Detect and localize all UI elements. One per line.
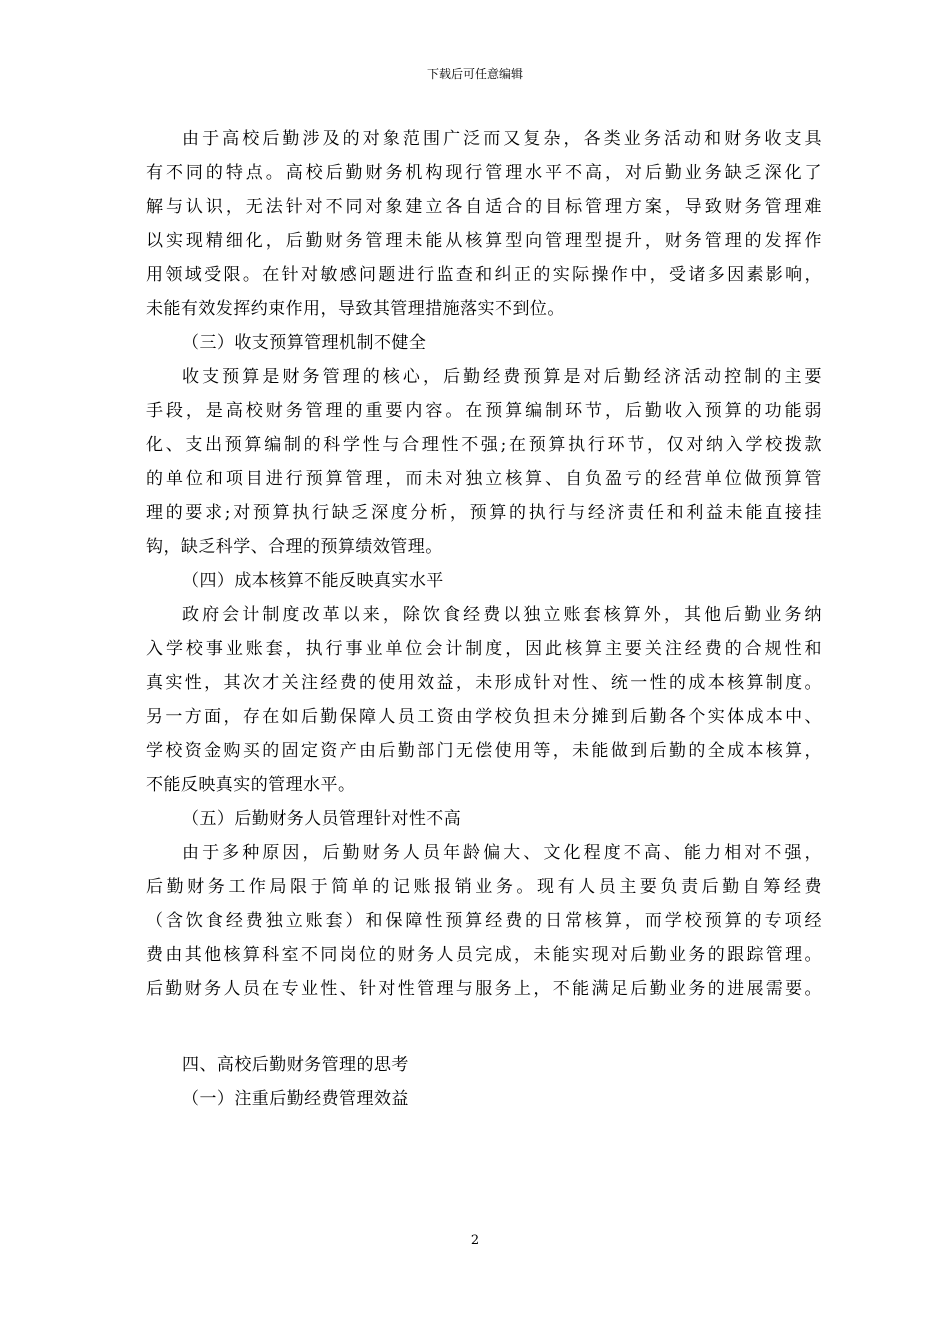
- paragraph-4-line: 由于多种原因，后勤财务人员年龄偏大、文化程度不高、能力相对不强，: [182, 843, 822, 863]
- paragraph-1-line: 有不同的特点。高校后勤财务机构现行管理水平不高，对后勤业务缺乏深化了: [146, 163, 822, 183]
- paragraph-4-line: 后勤财务人员在专业性、针对性管理与服务上，不能满足后勤业务的进展需要。: [146, 979, 822, 999]
- section-heading-5: （五）后勤财务人员管理针对性不高: [182, 809, 462, 829]
- paragraph-1-line: 以实现精细化，后勤财务管理未能从核算型向管理型提升，财务管理的发挥作: [146, 231, 822, 251]
- paragraph-1-line: 用领域受限。在针对敏感问题进行监查和纠正的实际操作中，受诸多因素影响，: [146, 265, 822, 285]
- section-heading-4: （四）成本核算不能反映真实水平: [182, 571, 444, 591]
- page-number: 2: [470, 1233, 480, 1248]
- paragraph-4-line: （含饮食经费独立账套）和保障性预算经费的日常核算，而学校预算的专项经: [146, 911, 822, 931]
- paragraph-1-line: 解与认识，无法针对不同对象建立各自适合的目标管理方案，导致财务管理难: [146, 197, 822, 217]
- paragraph-4-line: 费由其他核算科室不同岗位的财务人员完成，未能实现对后勤业务的跟踪管理。: [146, 945, 822, 965]
- paragraph-2-line: 的单位和项目进行预算管理，而未对独立核算、自负盈亏的经营单位做预算管: [146, 469, 822, 489]
- paragraph-4-line: 后勤财务工作局限于简单的记账报销业务。现有人员主要负责后勤自筹经费: [146, 877, 822, 897]
- paragraph-3-line: 另一方面，存在如后勤保障人员工资由学校负担未分摊到后勤各个实体成本中、: [146, 707, 822, 727]
- chapter-title: 四、高校后勤财务管理的思考: [182, 1055, 409, 1075]
- paragraph-3-line: 政府会计制度改革以来，除饮食经费以独立账套核算外，其他后勤业务纳: [182, 605, 822, 625]
- paragraph-3-line: 学校资金购买的固定资产由后勤部门无偿使用等，未能做到后勤的全成本核算，: [146, 741, 822, 761]
- paragraph-2-line: 理的要求;对预算执行缺乏深度分析，预算的执行与经济责任和利益未能直接挂: [146, 503, 822, 523]
- paragraph-3-line: 不能反映真实的管理水平。: [146, 775, 356, 795]
- paragraph-2-line: 钩，缺乏科学、合理的预算绩效管理。: [146, 537, 443, 557]
- page-header: 下载后可任意编辑: [426, 67, 523, 81]
- paragraph-2-line: 化、支出预算编制的科学性与合理性不强;在预算执行环节，仅对纳入学校拨款: [146, 435, 822, 455]
- paragraph-2-line: 收支预算是财务管理的核心，后勤经费预算是对后勤经济活动控制的主要: [182, 367, 822, 387]
- paragraph-3-line: 真实性，其次才关注经费的使用效益，未形成针对性、统一性的成本核算制度。: [146, 673, 822, 693]
- paragraph-2-line: 手段，是高校财务管理的重要内容。在预算编制环节，后勤收入预算的功能弱: [146, 401, 822, 421]
- section-heading-4-1: （一）注重后勤经费管理效益: [182, 1089, 409, 1109]
- document-body: [146, 122, 822, 1116]
- section-heading-3: （三）收支预算管理机制不健全: [182, 333, 427, 353]
- paragraph-1-line: 由于高校后勤涉及的对象范围广泛而又复杂，各类业务活动和财务收支具: [182, 129, 822, 149]
- paragraph-3-line: 入学校事业账套，执行事业单位会计制度，因此核算主要关注经费的合规性和: [146, 639, 822, 659]
- section-gap: [146, 1006, 822, 1048]
- paragraph-1-line: 未能有效发挥约束作用，导致其管理措施落实不到位。: [146, 299, 565, 319]
